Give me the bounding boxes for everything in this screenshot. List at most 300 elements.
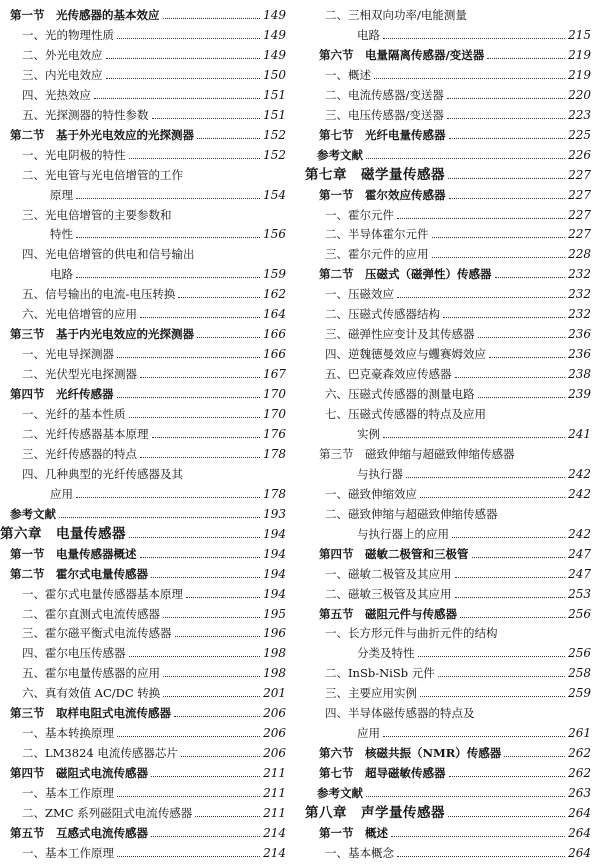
dot-leader <box>418 655 566 657</box>
toc-entry-title: 五、巴克豪森效应传感器 <box>325 367 452 382</box>
toc-page-number: 196 <box>263 626 286 641</box>
toc-section-entry <box>305 182 595 202</box>
toc-entry-title: 第六节 核磁共振（NMR）传感器 <box>319 746 502 761</box>
dot-leader <box>152 436 261 438</box>
toc-page-number: 166 <box>263 347 286 362</box>
toc-entry-title: 二、光伏型光电探测器 <box>22 367 137 382</box>
toc-entry <box>305 680 595 700</box>
toc-entry-title: 参考文献 <box>317 147 363 162</box>
toc-page-number: 149 <box>263 27 286 42</box>
toc-entry <box>0 281 290 301</box>
toc-page-number: 256 <box>568 646 591 661</box>
dot-leader <box>186 596 260 598</box>
dot-leader <box>197 336 260 338</box>
dot-leader <box>489 356 565 358</box>
toc-page-number: 178 <box>263 446 286 461</box>
toc-entry <box>305 660 595 680</box>
toc-entry <box>0 162 290 182</box>
dot-leader <box>420 496 565 498</box>
toc-entry-title: 五、光探测器的特性参数 <box>22 107 149 122</box>
dot-leader <box>472 556 566 558</box>
toc-entry <box>305 381 595 401</box>
toc-entry-title: 三、霍尔磁平衡式电流传感器 <box>22 626 172 641</box>
toc-entry-title: 电路 <box>50 267 73 282</box>
dot-leader <box>117 735 260 737</box>
toc-page-number: 232 <box>568 307 591 322</box>
toc-page-number: 236 <box>568 327 591 342</box>
toc-section-entry <box>0 561 290 581</box>
toc-entry-title: 三、霍尔元件的应用 <box>325 247 429 262</box>
toc-page-number: 214 <box>263 845 286 860</box>
dot-leader <box>163 616 260 618</box>
toc-page-number: 239 <box>568 387 591 402</box>
toc-entry <box>0 481 290 501</box>
toc-entry-title: 第一节 概述 <box>319 825 388 840</box>
toc-entry <box>0 142 290 162</box>
toc-entry-title: 四、光热效应 <box>22 87 91 102</box>
toc-section-entry <box>305 42 595 62</box>
toc-section-entry <box>0 760 290 780</box>
dot-leader <box>140 316 260 318</box>
toc-entry-title: 四、逆魏德曼效应与蠼赛姆效应 <box>325 347 486 362</box>
toc-page-number: 194 <box>263 586 286 601</box>
toc-page-number: 232 <box>568 267 591 282</box>
toc-page-number: 198 <box>263 646 286 661</box>
dot-leader <box>178 296 260 298</box>
toc-section-entry <box>0 122 290 142</box>
toc-entry-title: 第七章 磁学量传感器 <box>305 166 445 183</box>
toc-page-number: 227 <box>568 207 591 222</box>
dot-leader <box>443 316 565 318</box>
toc-entry-title: 一、磁敏二极管及其应用 <box>325 566 452 581</box>
toc-page-number: 149 <box>263 47 286 62</box>
toc-section-entry <box>305 601 595 621</box>
toc-entry <box>0 840 290 860</box>
toc-entry-title: 四、几种典型的光纤传感器及其 <box>22 466 183 481</box>
toc-entry-title: 五、霍尔电量传感器的应用 <box>22 666 160 681</box>
toc-entry-title: 参考文献 <box>10 506 56 521</box>
toc-entry <box>0 361 290 381</box>
dot-leader <box>452 536 565 538</box>
toc-entry-title: 与执行器 <box>357 466 403 481</box>
toc-page-number: 193 <box>263 506 286 521</box>
toc-page-number: 176 <box>263 426 286 441</box>
toc-entry <box>0 680 290 700</box>
toc-page-number: 211 <box>263 806 286 820</box>
toc-page-number: 236 <box>568 347 591 362</box>
toc-entry <box>305 241 595 261</box>
toc-entry-title: 一、压磁效应 <box>325 287 394 302</box>
toc-entry-title: 三、电压传感器/变送器 <box>325 107 444 122</box>
toc-page-number: 227 <box>568 227 591 242</box>
toc-entry-title: 第三节 磁致伸缩与超磁致伸缩传感器 <box>319 446 515 461</box>
toc-page-number: 166 <box>263 327 286 342</box>
toc-page-number: 194 <box>263 566 286 581</box>
toc-entry <box>0 62 290 82</box>
toc-entry <box>305 22 595 42</box>
toc-page-number: 263 <box>568 786 591 801</box>
dot-leader <box>140 376 260 378</box>
toc-entry <box>0 82 290 102</box>
toc-page-number: 151 <box>263 107 286 122</box>
toc-entry-title: 四、光电倍增管的供电和信号输出 <box>22 247 195 262</box>
toc-page-number: 226 <box>568 147 591 162</box>
toc-entry <box>305 620 595 640</box>
toc-entry <box>305 700 595 720</box>
toc-entry <box>0 341 290 361</box>
dot-leader <box>129 416 261 418</box>
dot-leader <box>383 735 565 737</box>
dot-leader <box>94 97 260 99</box>
toc-entry <box>305 102 595 122</box>
toc-entry-title: 四、霍尔电压传感器 <box>22 646 126 661</box>
dot-leader <box>195 815 260 817</box>
toc-entry-title: 三、内光电效应 <box>22 67 103 82</box>
toc-page-number: 211 <box>263 766 286 781</box>
dot-leader <box>117 356 260 358</box>
toc-entry-title: 五、信号输出的电流-电压转换 <box>22 287 176 302</box>
dot-leader <box>59 516 260 518</box>
toc-page-number: 206 <box>263 746 286 761</box>
toc-entry <box>0 461 290 481</box>
toc-page-number: 198 <box>263 666 286 681</box>
toc-entry <box>0 620 290 640</box>
toc-entry-title: 第二节 压磁式（磁弹性）传感器 <box>319 267 492 282</box>
toc-page-number: 162 <box>263 287 286 302</box>
toc-entry-title: 参考文献 <box>317 786 363 801</box>
toc-entry-title: 二、磁致伸缩与超磁致伸缩传感器 <box>325 506 498 521</box>
toc-entry <box>305 720 595 740</box>
toc-page-number: 259 <box>568 686 591 701</box>
toc-page-number: 211 <box>263 786 286 801</box>
toc-entry-title: 二、InSb-NiSb 元件 <box>325 666 435 681</box>
dot-leader <box>140 456 260 458</box>
toc-entry <box>305 581 595 601</box>
toc-entry <box>305 281 595 301</box>
toc-page-number: 242 <box>568 466 591 481</box>
dot-leader <box>129 536 260 538</box>
toc-entry-title: 一、概述 <box>325 67 371 82</box>
toc-entry-title: 一、磁致伸缩效应 <box>325 486 417 501</box>
dot-leader <box>140 556 261 558</box>
toc-entry-title: 一、光的物理性质 <box>22 27 114 42</box>
toc-entry-title: 应用 <box>357 726 380 741</box>
dot-leader <box>478 396 566 398</box>
dot-leader <box>432 236 566 238</box>
toc-entry-title: 与执行器上的应用 <box>357 526 449 541</box>
toc-section-entry <box>305 541 595 561</box>
toc-entry <box>305 461 595 481</box>
dot-leader <box>448 815 565 817</box>
toc-entry-title: 第四节 磁阻式电流传感器 <box>10 766 148 781</box>
toc-page-number: 227 <box>568 167 591 182</box>
toc-entry-title: 六、压磁式传感器的测量电路 <box>325 387 475 402</box>
toc-entry <box>0 102 290 122</box>
toc-entry <box>305 221 595 241</box>
toc-references-entry <box>0 501 290 521</box>
toc-page-number: 238 <box>568 367 591 382</box>
dot-leader <box>397 296 565 298</box>
toc-entry <box>305 321 595 341</box>
toc-page-number: 219 <box>568 67 591 82</box>
toc-page-number: 228 <box>568 247 591 262</box>
toc-page-number: 154 <box>263 187 286 202</box>
toc-entry-title: 应用 <box>50 486 73 501</box>
toc-page-number: 258 <box>568 666 591 681</box>
toc-entry <box>305 361 595 381</box>
toc-entry-title: 第八章 声学量传感器 <box>305 805 445 821</box>
toc-section-entry <box>0 541 290 561</box>
dot-leader <box>449 197 566 199</box>
toc-section-entry <box>305 122 595 142</box>
toc-page-number: 156 <box>263 227 286 242</box>
toc-page-number: 219 <box>568 47 591 62</box>
dot-leader <box>383 37 565 39</box>
dot-leader <box>76 496 260 498</box>
toc-entry <box>305 441 595 461</box>
toc-entry <box>305 501 595 521</box>
toc-chapter-entry <box>0 521 290 541</box>
toc-section-entry <box>305 261 595 281</box>
toc-page-number: 247 <box>568 546 591 561</box>
toc-entry-title: 二、压磁式传感器结构 <box>325 307 440 322</box>
toc-entry-title: 二、外光电效应 <box>22 47 103 62</box>
toc-entry <box>0 740 290 760</box>
toc-entry-title: 一、基本概念 <box>325 845 394 860</box>
toc-page-number: 206 <box>263 706 286 721</box>
toc-entry <box>0 182 290 202</box>
toc-entry <box>305 2 595 22</box>
toc-entry <box>0 421 290 441</box>
dot-leader <box>117 855 260 857</box>
toc-entry-title: 二、光纤传感器基本原理 <box>22 426 149 441</box>
toc-chapter-entry <box>305 162 595 182</box>
dot-leader <box>449 775 566 777</box>
toc-entry-title: 实例 <box>357 426 380 441</box>
toc-entry-title: 二、三相双向功率/电能测量 <box>325 8 467 22</box>
toc-entry-title: 一、霍尔式电量传感器基本原理 <box>22 586 183 601</box>
toc-section-entry <box>0 700 290 720</box>
toc-entry-title: 一、基本工作原理 <box>22 786 114 801</box>
toc-page-number: 264 <box>568 825 591 840</box>
toc-entry-title: 三、主要应用实例 <box>325 686 417 701</box>
toc-page-number: 256 <box>568 606 591 621</box>
dot-leader <box>397 217 565 219</box>
toc-entry-title: 第二节 基于外光电效应的光探测器 <box>10 127 194 142</box>
toc-page-number: 262 <box>568 766 591 781</box>
toc-entry-title: 第四节 磁敏二极管和三极管 <box>319 546 469 561</box>
toc-page-number: 261 <box>568 726 591 741</box>
toc-page-number: 214 <box>263 825 286 840</box>
toc-entry <box>305 521 595 541</box>
dot-leader <box>117 396 261 398</box>
toc-entry-title: 三、光电倍增管的主要参数和 <box>22 207 172 222</box>
toc-entry-title: 第三节 基于内光电效应的光探测器 <box>10 327 194 342</box>
toc-page-number: 206 <box>263 726 286 741</box>
toc-page-number: 227 <box>568 187 591 202</box>
toc-entry-title: 六、光电倍增管的应用 <box>22 307 137 322</box>
toc-entry <box>0 301 290 321</box>
toc-entry <box>305 640 595 660</box>
toc-page-number: 152 <box>263 127 286 142</box>
dot-leader <box>106 77 261 79</box>
dot-leader <box>151 576 260 578</box>
toc-chapter-entry <box>305 800 595 820</box>
toc-section-entry <box>305 820 595 840</box>
dot-leader <box>366 795 565 797</box>
dot-leader <box>420 695 565 697</box>
toc-page-number: 264 <box>568 806 591 820</box>
toc-page-number: 253 <box>568 586 591 601</box>
dot-leader <box>397 855 565 857</box>
dot-leader <box>106 57 261 59</box>
toc-entry-title: 七、压磁式传感器的特点及应用 <box>325 407 486 421</box>
toc-page-number: 215 <box>568 27 591 42</box>
toc-section-entry <box>0 820 290 840</box>
toc-references-entry <box>305 142 595 162</box>
toc-page-number: 247 <box>568 566 591 581</box>
dot-leader <box>447 97 565 99</box>
dot-leader <box>163 695 260 697</box>
dot-leader <box>449 137 566 139</box>
toc-entry-title: 二、LM3824 电流传感器芯片 <box>22 746 178 761</box>
toc-entry <box>0 261 290 281</box>
dot-leader <box>448 177 565 179</box>
toc-entry-title: 一、光电阴极的特性 <box>22 147 126 162</box>
toc-page-number: 201 <box>263 686 286 701</box>
toc-page-number: 262 <box>568 746 591 761</box>
toc-entry-title: 一、长方形元件与曲折元件的结构 <box>325 626 498 641</box>
dot-leader <box>197 137 260 139</box>
toc-entry <box>0 202 290 222</box>
toc-section-entry <box>0 321 290 341</box>
toc-entry <box>305 481 595 501</box>
dot-leader <box>374 77 565 79</box>
toc-entry-title: 分类及特性 <box>357 646 415 661</box>
toc-page-number: 242 <box>568 486 591 501</box>
toc-entry-title: 二、霍尔直测式电流传感器 <box>22 606 160 621</box>
toc-section-entry <box>0 2 290 22</box>
toc-entry-title: 第六章 电量传感器 <box>0 525 126 542</box>
dot-leader <box>455 596 566 598</box>
dot-leader <box>129 157 261 159</box>
dot-leader <box>129 655 261 657</box>
dot-leader <box>76 197 260 199</box>
toc-entry-title: 二、电流传感器/变送器 <box>325 87 444 102</box>
toc-entry-title: 第一节 电量传感器概述 <box>10 546 137 561</box>
toc-page-number: 170 <box>263 407 286 421</box>
toc-entry-title: 一、基本转换原理 <box>22 726 114 741</box>
toc-entry-title: 第三节 取样电阻式电流传感器 <box>10 706 171 721</box>
toc-entry <box>0 42 290 62</box>
toc-entry <box>0 720 290 740</box>
dot-leader <box>151 835 260 837</box>
toc-entry-title: 第二节 霍尔式电量传感器 <box>10 566 148 581</box>
toc-entry-title: 第七节 光纤电量传感器 <box>319 127 446 142</box>
toc-entry <box>0 221 290 241</box>
toc-entry <box>305 401 595 421</box>
toc-entry <box>0 660 290 680</box>
dot-leader <box>366 157 565 159</box>
dot-leader <box>495 276 566 278</box>
toc-entry <box>305 301 595 321</box>
dot-leader <box>76 236 260 238</box>
toc-page-number: 194 <box>263 526 286 541</box>
dot-leader <box>487 57 565 59</box>
toc-entry-title: 三、光纤传感器的特点 <box>22 446 137 461</box>
toc-page-number: 195 <box>263 606 286 621</box>
toc-entry <box>0 640 290 660</box>
toc-page-number: 152 <box>263 147 286 162</box>
toc-entry <box>305 62 595 82</box>
toc-entry-title: 电路 <box>357 27 380 42</box>
toc-entry-title: 二、ZMC 系列磁阻式电流传感器 <box>22 806 193 820</box>
toc-entry <box>305 561 595 581</box>
toc-entry-title: 第一节 霍尔效应传感器 <box>319 187 446 202</box>
dot-leader <box>117 795 260 797</box>
toc-page-number: 178 <box>263 486 286 501</box>
toc-entry-title: 二、半导体霍尔元件 <box>325 227 429 242</box>
toc-page-number: 225 <box>568 127 591 142</box>
toc-entry-title: 三、磁弹性应变计及其传感器 <box>325 327 475 342</box>
toc-entry-title: 第四节 光纤传感器 <box>10 387 114 402</box>
toc-entry-title: 六、真有效值 AC/DC 转换 <box>22 686 161 701</box>
toc-entry <box>0 780 290 800</box>
dot-leader <box>438 675 565 677</box>
dot-leader <box>478 336 566 338</box>
dot-leader <box>174 715 260 717</box>
toc-entry <box>305 421 595 441</box>
toc-entry-title: 第五节 互感式电流传感器 <box>10 825 148 840</box>
toc-entry-title: 第六节 电量隔离传感器/变送器 <box>319 47 485 62</box>
dot-leader <box>455 376 566 378</box>
dot-leader <box>181 755 260 757</box>
toc-page-number: 164 <box>263 307 286 322</box>
dot-leader <box>163 675 260 677</box>
toc-page-number: 241 <box>568 426 591 441</box>
toc-section-entry <box>0 381 290 401</box>
toc-entry-title: 第五节 磁阻元件与传感器 <box>319 606 457 621</box>
toc-entry <box>305 82 595 102</box>
toc-entry-title: 一、霍尔元件 <box>325 207 394 222</box>
dot-leader <box>447 117 565 119</box>
toc-entry <box>305 341 595 361</box>
toc-entry-title: 第一节 光传感器的基本效应 <box>10 8 160 22</box>
dot-leader <box>432 256 566 258</box>
toc-page-number: 242 <box>568 526 591 541</box>
toc-section-entry <box>305 740 595 760</box>
toc-page-number: 150 <box>263 67 286 82</box>
toc-entry <box>305 840 595 860</box>
toc-entry <box>305 202 595 222</box>
toc-entry <box>0 241 290 261</box>
dot-leader <box>152 117 261 119</box>
dot-leader <box>383 436 565 438</box>
dot-leader <box>391 835 565 837</box>
dot-leader <box>406 476 565 478</box>
toc-references-entry <box>305 780 595 800</box>
toc-entry <box>0 800 290 820</box>
toc-entry <box>0 441 290 461</box>
toc-entry <box>0 581 290 601</box>
toc-entry-title: 二、磁敏三极管及其应用 <box>325 586 452 601</box>
toc-entry <box>0 22 290 42</box>
toc-entry-title: 二、光电管与光电倍增管的工作 <box>22 167 183 182</box>
toc-entry-title: 第七节 超导磁敏传感器 <box>319 766 446 781</box>
dot-leader <box>175 635 261 637</box>
toc-entry-title: 一、光电导探测器 <box>22 347 114 362</box>
toc-page-number: 151 <box>263 87 286 102</box>
